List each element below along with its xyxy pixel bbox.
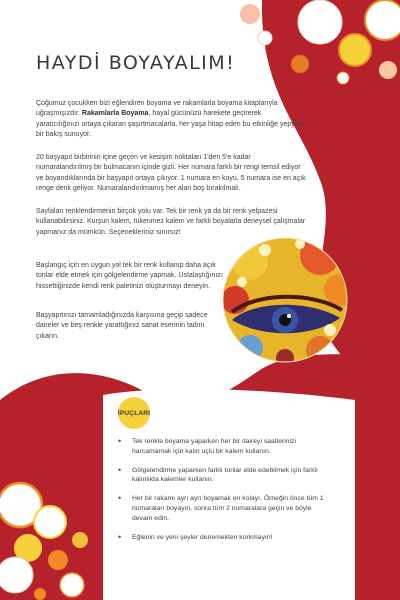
intro-text-end: , hayal gücünüzü harekete geçirerek yaratıcılığınızı ortaya çıkaran şaşırtmacalarla, her yaşa hitap eden bu etkinliğe yepyeni bir bakış sunuyor. bbox=[36, 110, 305, 139]
tips-list-item: • Tek renkle boyama yaparken her bir daireyi saatlerinizi harcamamak için kalın uçlu bir kalem kullanın. bbox=[118, 437, 332, 457]
puzzle-description-paragraph: 20 başyapıt birbirinin içine geçen ve kesişim noktaları 1'den 5'e kadar numaralandırılmış bir bulmacanın içinde gizli. Her numara farklı bir rengi temsil ediyor ve boyandıklarında bir başyapıt ortaya çıkıyor. 1 numara en koyu, 5 numara ise en açık renge denk geliyor. Numaralandırılmamış her alan boş bırakılmalı. bbox=[36, 154, 306, 193]
tips-list-item: • Gölgelendirme yaparken farklı tonlar elde edebilmek için farklı kalınlıkta kalemler kullanın. bbox=[118, 466, 332, 486]
tips-badge bbox=[118, 397, 150, 429]
intro-text-start: Çoğumuz çocukken bizi eğlendiren boyama ve rakamlarla boyama kitaplarıyla uğraşmışızdır. bbox=[36, 100, 278, 118]
intro-bold-title: Rakamlarla Boyama bbox=[81, 110, 149, 118]
tips-badge-label: İPUÇLARI bbox=[117, 409, 151, 417]
page-title: HAYDİ BOYAYALIM! bbox=[36, 52, 236, 74]
tips-list-item: • Eğlenin ve yeni şeyler denemekten korkmayın! bbox=[118, 533, 332, 543]
enjoy-paragraph: Başyapıtınızı tamamladığınızda karşısına geçip sadece daireler ve beş renkle yarattığınız sanat eserinin tadını çıkarın. bbox=[36, 312, 208, 340]
intro-paragraph bbox=[36, 99, 306, 141]
beginner-tip-paragraph: Başlangıç için en uygun yol tek bir renk kullanıp daha açık tonlar elde etmek için gölgelendirme yapmak. Ustalaştığınızı hissettiğinizde kendi renk paletinizi oluşturmayı deneyin. bbox=[36, 262, 223, 290]
tips-list-item: • Her bir rakamı ayrı ayrı boyamak en kolayı. Örneğin önce tüm 1 numaraları boyayın, sonra tüm 2 numaralara geçin ve böyle devam edin. bbox=[118, 494, 332, 523]
coloring-methods-paragraph: Sayfaları renklendirmenin birçok yolu var. Tek bir renk ya da bir renk yelpazesi kullanabilirsiniz. Kurşun kalem, tükenmez kalem ve farklı boyalarla deneysel çalışmalar yapmanız da mümkün. Seçenekleriniz sınırsız! bbox=[36, 208, 306, 236]
tips-list bbox=[118, 437, 332, 551]
